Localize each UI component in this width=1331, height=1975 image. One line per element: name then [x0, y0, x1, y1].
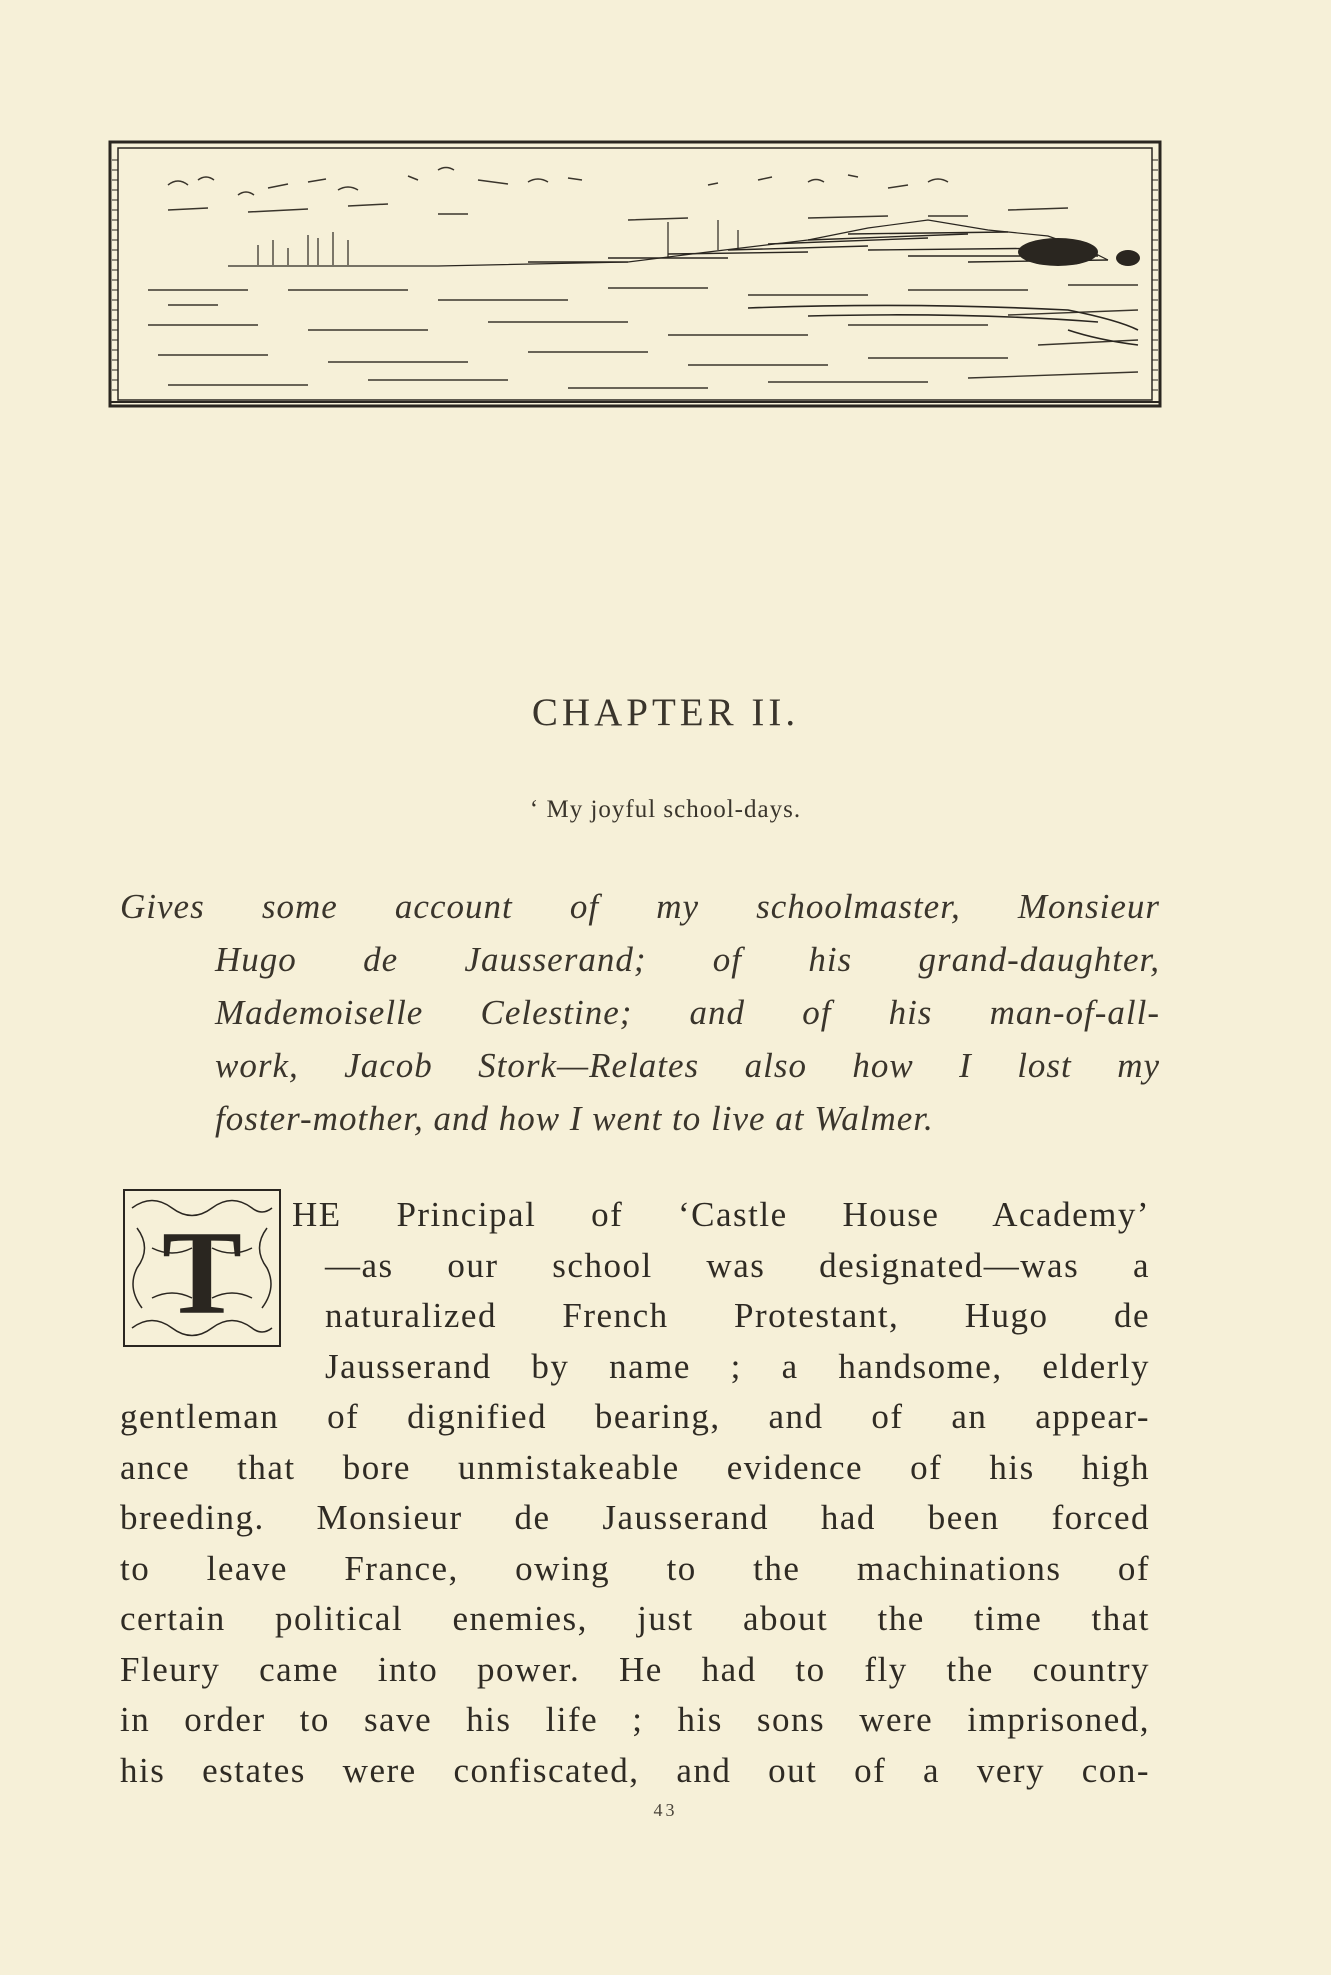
drop-cap-letter: T: [161, 1206, 243, 1339]
argument-line: Gives some account of my schoolmaster, Monsieur: [120, 887, 1160, 926]
body-line: ance that bore unmistakeable evidence of his high: [120, 1447, 1150, 1487]
body-line: in order to save his life ; his sons were imprisoned,: [120, 1700, 1150, 1739]
body-line: HE Principal of ‘Castle House Academy’: [292, 1195, 1150, 1234]
body-paragraph: [120, 1190, 1150, 1796]
body-line: Jausserand by name ; a handsome, elderly: [325, 1346, 1150, 1386]
body-line: naturalized French Protestant, Hugo de: [325, 1296, 1150, 1335]
body-line: breeding. Monsieur de Jausserand had been forced: [120, 1498, 1150, 1537]
headpiece-illustration: [108, 140, 1162, 408]
argument-line: work, Jacob Stork—Relates also how I lost my: [215, 1046, 1160, 1085]
body-line: —as our school was designated—was a: [325, 1245, 1150, 1285]
chapter-title: CHAPTER II.: [531, 691, 800, 734]
body-line: his estates were confiscated, and out of a very con-: [120, 1750, 1150, 1790]
chapter-argument: [120, 880, 1160, 1145]
seascape-engraving: [108, 140, 1162, 408]
page-number: 43: [653, 1800, 678, 1820]
argument-line: foster-mother, and how I went to live at Walmer.: [215, 1099, 934, 1138]
body-line: to leave France, owing to the machinations of: [120, 1548, 1150, 1588]
body-line: certain political enemies, just about the time that: [120, 1599, 1150, 1638]
argument-line: Mademoiselle Celestine; and of his man-of-all-: [215, 993, 1160, 1032]
argument-line: Hugo de Jausserand; of his grand-daughter,: [215, 940, 1160, 979]
chapter-epigraph: ‘ My joyful school-days.: [529, 796, 802, 823]
body-line: gentleman of dignified bearing, and of an appear-: [120, 1397, 1150, 1436]
body-line: Fleury came into power. He had to fly the country: [120, 1649, 1150, 1689]
